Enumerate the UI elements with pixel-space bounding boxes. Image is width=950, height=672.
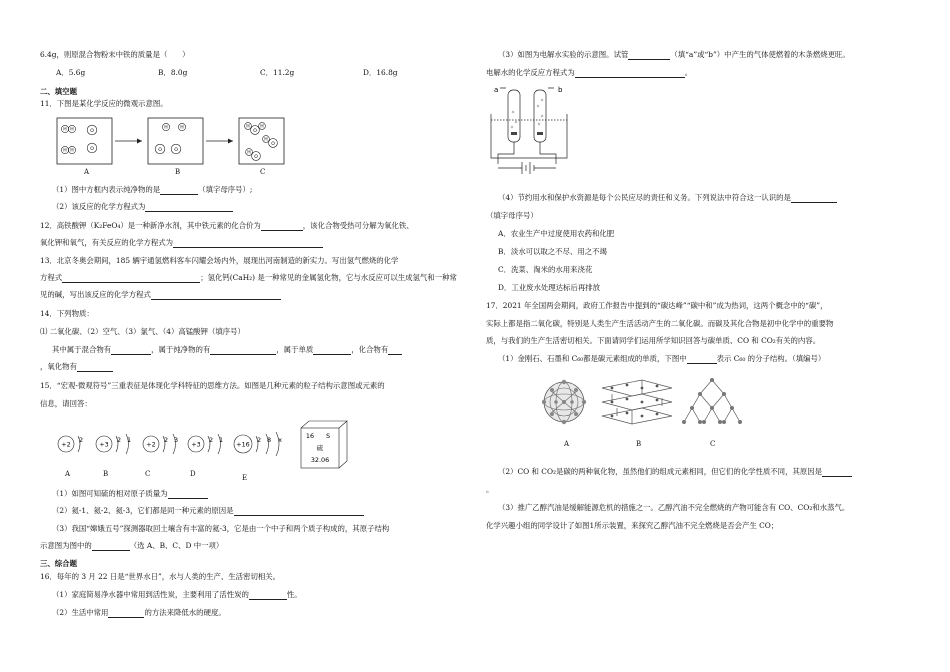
svg-text:2: 2 xyxy=(208,436,214,444)
q15-part2: （2）氦-1、氦-2、氦-3，它们都是同一种元素的原因是 xyxy=(52,506,364,516)
tube-label-a: a xyxy=(494,86,499,94)
q17-line2: 实际上都是指二氧化碳，特别是人类生产生活活动产生的二氧化碳。而碳及其化合物是初中化学中的重要物 xyxy=(486,319,834,328)
box-label-b: B xyxy=(175,168,181,176)
svg-text:H: H xyxy=(180,125,184,131)
atom-label-a: A xyxy=(65,470,71,478)
q13-line1: 13．北京冬奥会期间，185 辆宇通氢燃料客车闪耀会场内外，展现出河南制造的新实力。写出氢气燃烧的化学 xyxy=(40,256,399,265)
answer-blank[interactable] xyxy=(160,186,198,195)
q16-stem: 16．每年的 3 月 22 日是“世界水日”，水与人类的生产、生活密切相关。 xyxy=(40,572,281,581)
q17-part3-line2: 化学兴趣小组的同学设计了如图1所示装置，来探究乙醇汽油不完全燃烧是否会产生 CO； xyxy=(486,521,779,530)
svg-text:O: O xyxy=(90,128,94,134)
q14-line1: 其中属于混合物有 ，属于纯净物的有 ，属于单质 ，化合物有 xyxy=(52,345,402,355)
q13-line2: 方程式 ；氢化钙(CaH₂) 是一种常见的金属氢化物，它与水反应可以生成氢气和一种常 xyxy=(40,273,457,282)
svg-text:1: 1 xyxy=(218,436,224,444)
q11-part2: （2）该反应的化学方程式为 xyxy=(52,202,233,212)
q17-part3-line1: （3）推广乙醇汽油是缓解能源危机的措施之一。乙醇汽油不完全燃烧的产物可能含有 CO、CO₂和水蒸气。 xyxy=(498,503,850,512)
svg-text:O: O xyxy=(174,147,178,153)
q14-items: ⑴ 二氧化碳、（2）空气、（3）氯气、（4）高锰酸钾（填序号） xyxy=(40,327,245,336)
box-label-c: C xyxy=(260,168,266,176)
q10-option-a[interactable]: A．5.6g xyxy=(56,68,86,77)
q16-part3-line1: （3）如图为电解水实验的示意图。试管 （填“a”或“b”）中产生的气体使燃着的木条燃烧更旺。 xyxy=(498,50,850,59)
svg-text:2: 2 xyxy=(116,436,122,444)
q16-part4-line1: （4）节约用水和保护水资源是每个公民应尽的责任和义务。下列说法中符合这一认识的是 xyxy=(498,193,837,203)
svg-text:x: x xyxy=(278,436,282,444)
answer-blank[interactable] xyxy=(145,203,233,212)
nucleus-c: +2 xyxy=(146,440,156,449)
atom-label-e: E xyxy=(242,474,248,482)
svg-text:H: H xyxy=(246,124,250,130)
electrolysis-apparatus xyxy=(486,82,576,178)
nucleus-b: +3 xyxy=(99,440,109,449)
svg-text:H: H xyxy=(264,137,268,143)
allotrope-label-b: B xyxy=(636,440,642,448)
q16-part3-line2: 电解水的化学反应方程式为 。 xyxy=(486,68,693,77)
allotrope-label-c: C xyxy=(710,440,716,448)
box-label-a: A xyxy=(84,168,90,176)
svg-text:2: 2 xyxy=(78,436,84,444)
element-symbol: S xyxy=(325,432,331,440)
atom-label-b: B xyxy=(103,470,109,478)
q10-option-b[interactable]: B．8.0g xyxy=(158,68,188,77)
q12-line1: 12．高铁酸钾（K₂FeO₄）是一种新净水剂，其中铁元素的化合价为 ，该化合物受热可分解为氧化铁、 xyxy=(40,221,414,230)
svg-text:H: H xyxy=(70,148,74,154)
q15-part3-line2: 示意图为图中的 （选 A、B、C、D 中一项） xyxy=(40,541,224,550)
svg-text:2: 2 xyxy=(256,436,262,444)
q11-part1: （1）图中方框内表示纯净物的是 （填字母序号）; xyxy=(52,185,253,194)
nucleus-d: +3 xyxy=(191,440,201,449)
diamond-structure xyxy=(684,380,740,422)
svg-text:O: O xyxy=(90,146,94,152)
reaction-diagram xyxy=(56,114,286,182)
svg-text:H: H xyxy=(164,125,168,131)
q14-line2: ，氧化物有 xyxy=(40,362,113,372)
atomic-mass: 32.06 xyxy=(310,456,330,464)
atomic-number: 16 xyxy=(305,432,315,440)
svg-text:H: H xyxy=(247,150,251,156)
svg-text:1: 1 xyxy=(126,436,132,444)
allotrope-label-a: A xyxy=(564,440,570,448)
q10-tail: 6.4g，则原混合物粉末中铁的质量是（ ） xyxy=(40,50,190,59)
q15-line2: 信息，请回答： xyxy=(40,399,92,408)
q16-option-a[interactable]: A．农业生产中过度使用农药和化肥 xyxy=(498,229,615,238)
svg-text:3: 3 xyxy=(173,436,179,444)
answer-blank[interactable] xyxy=(173,239,323,248)
svg-text:O: O xyxy=(254,154,258,160)
q11-stem: 11．下图是某化学反应的微观示意图。 xyxy=(40,99,168,108)
q17-part1: （1）金刚石、石墨和 C₆₀都是碳元素组成的单质，下图中 表示 C₆₀ 的分子结构。（填编号） xyxy=(498,354,826,363)
q17-line1: 17．2021 年全国两会期间，政府工作报告中提到的“碳达峰”“碳中和”成为热词，这两个概念中的“碳”， xyxy=(486,301,828,310)
svg-text:H: H xyxy=(70,127,74,133)
svg-text:H: H xyxy=(63,127,67,133)
atom-label-d: D xyxy=(190,470,196,478)
c60-structure xyxy=(542,380,586,424)
q12-line2: 氧化钾和氧气，有关反应的化学方程式为 xyxy=(40,238,323,248)
q16-part4-line2: （填字母序号） xyxy=(486,211,538,220)
q10-option-d[interactable]: D．16.8g xyxy=(363,68,398,77)
q16-part2: （2）生活中常用 的方法来降低水的硬度。 xyxy=(52,608,226,617)
answer-blank[interactable] xyxy=(151,291,281,300)
q15-part3-line1: （3）我国“嫦娥五号”探测器取回土壤含有丰富的氦-3，它是由一个中子和两个质子构成的，其原子结构 xyxy=(52,524,390,533)
q17-part2-end: 。 xyxy=(486,485,494,494)
q16-option-d[interactable]: D．工业废水处理达标后再排放 xyxy=(498,283,601,292)
svg-text:8: 8 xyxy=(266,436,272,444)
nucleus-e: +16 xyxy=(236,440,250,449)
answer-blank[interactable] xyxy=(62,274,200,283)
q17-part2: （2）CO 和 CO₂是碳的两种氧化物，虽然他们的组成元素相同，但它们的化学性质不同，其原因是 xyxy=(498,467,852,477)
tube-label-b: b xyxy=(558,86,563,94)
q10-option-c[interactable]: C．11.2g xyxy=(260,68,295,77)
section-comprehensive: 三、综合题 xyxy=(40,559,77,568)
q16-part1: （1）家庭简易净水器中常用到活性炭，主要利用了活性炭的 性。 xyxy=(52,590,302,599)
q15-part1: （1）如图可知硫的相对原子质量为 xyxy=(52,489,208,499)
section-fill-in: 二、填空题 xyxy=(40,87,77,96)
q16-option-c[interactable]: C．洗菜、淘米的水用来浇花 xyxy=(498,265,593,274)
svg-text:O: O xyxy=(253,128,257,134)
svg-text:O: O xyxy=(271,141,275,147)
atom-label-c: C xyxy=(145,470,151,478)
element-name: 硫 xyxy=(316,444,324,452)
nucleus-a: +2 xyxy=(61,440,71,449)
q16-option-b[interactable]: B．淡水可以取之不尽、用之不竭 xyxy=(498,247,607,256)
carbon-allotropes-figure xyxy=(542,374,742,436)
q15-line1: 15．“宏观-微观符号”三重表征是体现化学科特征的思维方法。如图是几种元素的粒子结构示意图或元素的 xyxy=(40,381,385,390)
atom-structure-diagrams xyxy=(56,418,356,476)
svg-text:2: 2 xyxy=(163,436,169,444)
q17-line3: 质，与我们的生产生活密切相关。下面请同学们运用所学知识回答与碳单质、CO 和 CO₂有关的内容。 xyxy=(486,336,821,345)
answer-blank[interactable] xyxy=(261,222,303,231)
svg-text:H: H xyxy=(63,148,67,154)
svg-text:H: H xyxy=(260,124,264,130)
q14-stem: 14．下列物质： xyxy=(40,309,94,318)
q13-line3: 见的碱，写出该反应的化学方程式 xyxy=(40,290,281,300)
svg-text:O: O xyxy=(158,147,162,153)
